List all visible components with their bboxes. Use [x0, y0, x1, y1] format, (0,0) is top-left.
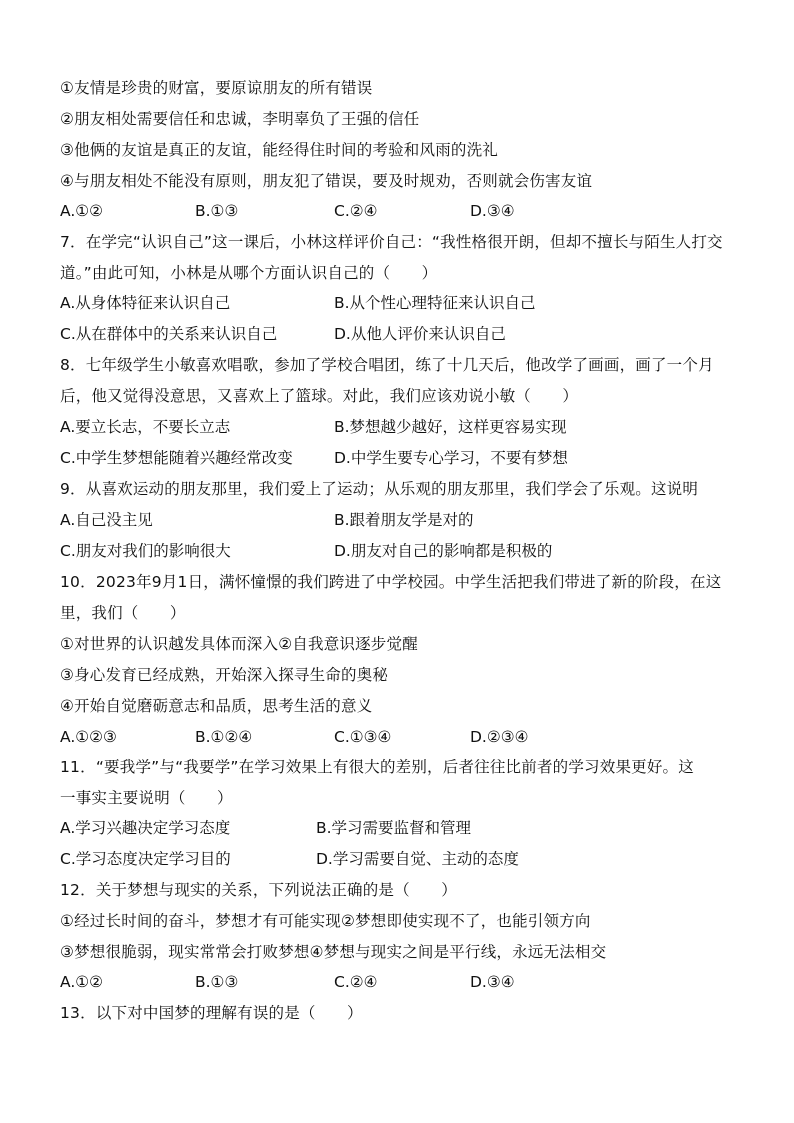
q11-option-c: C.学习态度决定学习目的	[60, 850, 231, 868]
statement-4: ④与朋友相处不能没有原则，朋友犯了错误，要及时规劝，否则就会伤害友谊	[60, 172, 593, 190]
q9-option-d: D.朋友对自己的影响都是积极的	[334, 542, 553, 560]
q10-statement-2: ③身心发育已经成熟，开始深入探寻生命的奥秘	[60, 666, 389, 684]
q10-stem: 10．2023年9月1日，满怀憧憬的我们跨进了中学校园。中学生活把我们带进了新的阶段，在这	[60, 573, 722, 591]
q12-statement-2: ③梦想很脆弱，现实常常会打败梦想④梦想与现实之间是平行线，永远无法相交	[60, 943, 607, 961]
q11-option-d: D.学习需要自觉、主动的态度	[316, 850, 519, 868]
q12-option-c: C.②④	[334, 973, 378, 991]
q8-option-a: A.要立长志，不要长立志	[60, 418, 231, 436]
q7-option-b: B.从个性心理特征来认识自己	[334, 294, 536, 312]
q10-option-d: D.②③④	[470, 728, 529, 746]
q8-option-d: D.中学生要专心学习，不要有梦想	[334, 449, 568, 467]
q11-option-a: A.学习兴趣决定学习态度	[60, 819, 231, 837]
q10-option-c: C.①③④	[334, 728, 392, 746]
q10-option-b: B.①②④	[195, 728, 253, 746]
q8-stem: 8．七年级学生小敏喜欢唱歌，参加了学校合唱团，练了十几天后，他改学了画画，画了一个月	[60, 356, 714, 374]
q7-stem-cont: 道。”由此可知，小林是从哪个方面认识自己的（ ）	[60, 264, 438, 282]
q12-stem: 12．关于梦想与现实的关系，下列说法正确的是（ ）	[60, 881, 457, 899]
q7-option-c: C.从在群体中的关系来认识自己	[60, 325, 278, 343]
q12-option-b: B.①③	[195, 973, 239, 991]
q10-statement-1: ①对世界的认识越发具体而深入②自我意识逐步觉醒	[60, 635, 418, 653]
statement-3: ③他俩的友谊是真正的友谊，能经得住时间的考验和风雨的洗礼	[60, 141, 498, 159]
q8-option-c: C.中学生梦想能随着兴趣经常改变	[60, 449, 293, 467]
statement-2: ②朋友相处需要信任和忠诚，李明辜负了王强的信任	[60, 110, 420, 128]
q6-option-d: D.③④	[470, 202, 515, 220]
q7-option-a: A.从身体特征来认识自己	[60, 294, 231, 312]
q10-statement-3: ④开始自觉磨砺意志和品质，思考生活的意义	[60, 697, 373, 715]
q9-option-a: A.自己没主见	[60, 511, 153, 529]
q9-stem: 9．从喜欢运动的朋友那里，我们爱上了运动；从乐观的朋友那里，我们学会了乐观。这说明	[60, 480, 699, 498]
q10-option-a: A.①②③	[60, 728, 117, 746]
q10-stem-cont: 里，我们（ ）	[60, 604, 186, 622]
q11-stem-cont: 一事实主要说明（ ）	[60, 789, 233, 807]
q12-option-d: D.③④	[470, 973, 515, 991]
q7-option-d: D.从他人评价来认识自己	[334, 325, 506, 343]
q11-stem: 11．“要我学”与“我要学”在学习效果上有很大的差别，后者往往比前者的学习效果更好。这	[60, 758, 694, 776]
q8-stem-cont: 后，他又觉得没意思，又喜欢上了篮球。对此，我们应该劝说小敏（ ）	[60, 387, 579, 405]
q12-option-a: A.①②	[60, 973, 104, 991]
q13-stem: 13．以下对中国梦的理解有误的是（ ）	[60, 1004, 363, 1022]
q9-option-c: C.朋友对我们的影响很大	[60, 542, 231, 560]
statement-1: ①友情是珍贵的财富，要原谅朋友的所有错误	[60, 79, 373, 97]
q12-statement-1: ①经过长时间的奋斗，梦想才有可能实现②梦想即使实现不了，也能引领方向	[60, 912, 591, 930]
q7-stem: 7．在学完“认识自己”这一课后，小林这样评价自己：“我性格很开朗，但却不擅长与陌生人打交	[60, 233, 723, 251]
q6-option-b: B.①③	[195, 202, 239, 220]
q9-option-b: B.跟着朋友学是对的	[334, 511, 474, 529]
q6-option-a: A.①②	[60, 202, 104, 220]
q11-option-b: B.学习需要监督和管理	[316, 819, 472, 837]
q6-option-c: C.②④	[334, 202, 378, 220]
q8-option-b: B.梦想越少越好，这样更容易实现	[334, 418, 567, 436]
